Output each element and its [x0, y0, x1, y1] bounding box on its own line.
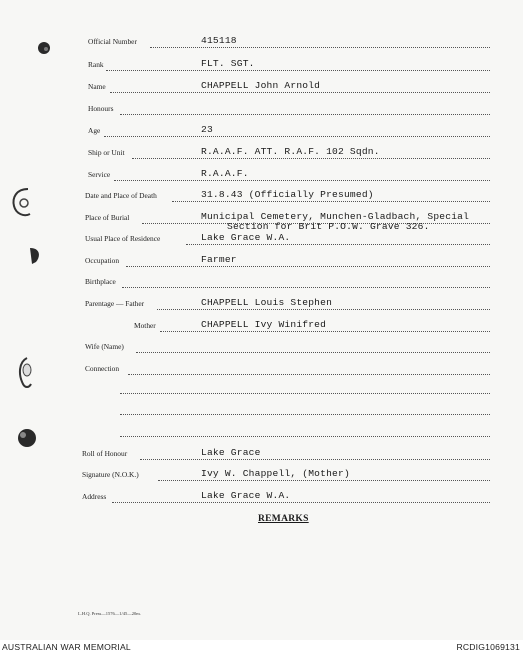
occupation-row [0, 255, 523, 269]
connection-extra-line [120, 393, 490, 394]
official-number-label: Official Number [88, 37, 137, 46]
honours-row [0, 103, 523, 117]
roll-of-honour-row [0, 448, 523, 462]
birthplace-label: Birthplace [85, 277, 116, 286]
ship-or-unit-row [0, 147, 523, 161]
signature-label: Signature (N.O.K.) [82, 470, 139, 479]
mother-value: CHAPPELL Ivy Winifred [201, 319, 327, 330]
burial-value-line2: Section for Brit P.O.W. Grave 326. [227, 221, 430, 232]
remarks-heading: REMARKS [258, 514, 309, 524]
service-label: Service [88, 170, 111, 179]
address-value: Lake Grace W.A. [201, 490, 291, 501]
archive-footer [0, 640, 523, 654]
signature-row [0, 469, 523, 483]
name-label: Name [88, 82, 106, 91]
wife-label: Wife (Name) [85, 342, 124, 351]
wife-row [0, 341, 523, 355]
residence-value: Lake Grace W.A. [201, 232, 291, 243]
mother-label: Mother [134, 321, 156, 330]
burial-label: Place of Burial [85, 213, 130, 222]
death-row [0, 190, 523, 204]
birthplace-row [0, 276, 523, 290]
address-label: Address [82, 492, 107, 501]
official-number-row [0, 36, 523, 50]
address-row [0, 491, 523, 505]
connection-row [0, 363, 523, 377]
footer-institution: AUSTRALIAN WAR MEMORIAL [2, 642, 131, 652]
age-row [0, 125, 523, 139]
printer-note: L.H.Q. Press—1576—1/45—20m. [78, 611, 141, 616]
father-label: Parentage — Father [85, 299, 145, 308]
death-value: 31.8.43 (Officially Presumed) [201, 189, 374, 200]
signature-value: Ivy W. Chappell, (Mother) [201, 468, 350, 479]
rank-label: Rank [88, 60, 104, 69]
roll-of-honour-value: Lake Grace [201, 447, 261, 458]
father-row [0, 298, 523, 312]
name-value: CHAPPELL John Arnold [201, 80, 321, 91]
age-label: Age [88, 126, 101, 135]
connection-extra-line [120, 414, 490, 415]
residence-label: Usual Place of Residence [85, 234, 161, 243]
roll-of-honour-label: Roll of Honour [82, 449, 128, 458]
connection-label: Connection [85, 364, 120, 373]
ship-or-unit-value: R.A.A.F. ATT. R.A.F. 102 Sqdn. [201, 146, 380, 157]
rank-value: FLT. SGT. [201, 58, 255, 69]
mother-row [0, 320, 523, 334]
occupation-label: Occupation [85, 256, 120, 265]
ship-or-unit-label: Ship or Unit [88, 148, 125, 157]
death-label: Date and Place of Death [85, 191, 157, 200]
father-value: CHAPPELL Louis Stephen [201, 297, 333, 308]
rank-row [0, 59, 523, 73]
age-value: 23 [201, 124, 213, 135]
residence-row [0, 233, 523, 247]
service-row [0, 169, 523, 183]
name-row [0, 81, 523, 95]
service-value: R.A.A.F. [201, 168, 249, 179]
occupation-value: Farmer [201, 254, 237, 265]
footer-record-id: RCDIG1069131 [456, 642, 520, 652]
connection-extra-line [120, 436, 490, 437]
burial-value-line1: Municipal Cemetery, Munchen-Gladbach, Special [201, 211, 470, 222]
official-number-value: 415118 [201, 35, 237, 46]
honours-label: Honours [88, 104, 114, 113]
